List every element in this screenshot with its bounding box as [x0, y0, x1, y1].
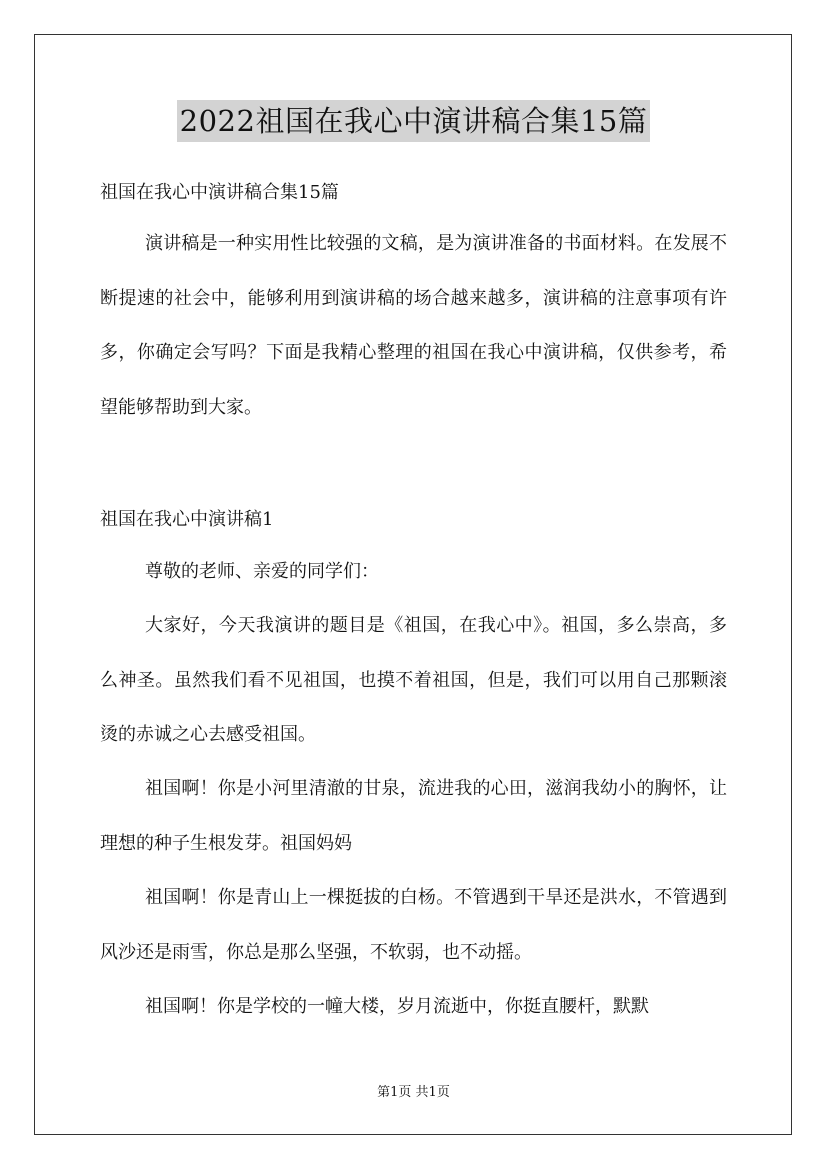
page-footer: 第1页 共1页	[377, 1085, 450, 1100]
intro-paragraph: 演讲稿是一种实用性比较强的文稿，是为演讲准备的书面材料。在发展不断提速的社会中，能够利用到演讲稿的场合越来越多，演讲稿的注意事项有许多，你确定会写吗？下面是我精心整理的祖国在我心中演讲稿，仅供参考，希望能够帮助到大家。	[100, 233, 727, 418]
section-title: 祖国在我心中演讲稿1	[100, 509, 274, 530]
paragraph-poplar: 祖国啊！你是青山上一棵挺拔的白杨。不管遇到干旱还是洪水，不管遇到风沙还是雨雪，你总是那么坚强，不软弱，也不动摇。	[100, 887, 727, 963]
document-title: 2022祖国在我心中演讲稿合集15篇	[177, 100, 651, 142]
paragraph-opening: 大家好，今天我演讲的题目是《祖国，在我心中》。祖国，多么崇高，多么神圣。虽然我们看不见祖国，也摸不着祖国，但是，我们可以用自己那颗滚烫的赤诚之心去感受祖国。	[100, 615, 727, 745]
paragraph-spring: 祖国啊！你是小河里清澈的甘泉，流进我的心田，滋润我幼小的胸怀，让理想的种子生根发芽。祖国妈妈	[100, 778, 727, 854]
paragraph-greeting: 尊敬的老师、亲爱的同学们：	[145, 561, 379, 582]
document-subtitle: 祖国在我心中演讲稿合集15篇	[100, 182, 339, 203]
paragraph-building: 祖国啊！你是学校的一幢大楼，岁月流逝中，你挺直腰杆，默默	[145, 996, 649, 1017]
title-container	[0, 100, 827, 142]
